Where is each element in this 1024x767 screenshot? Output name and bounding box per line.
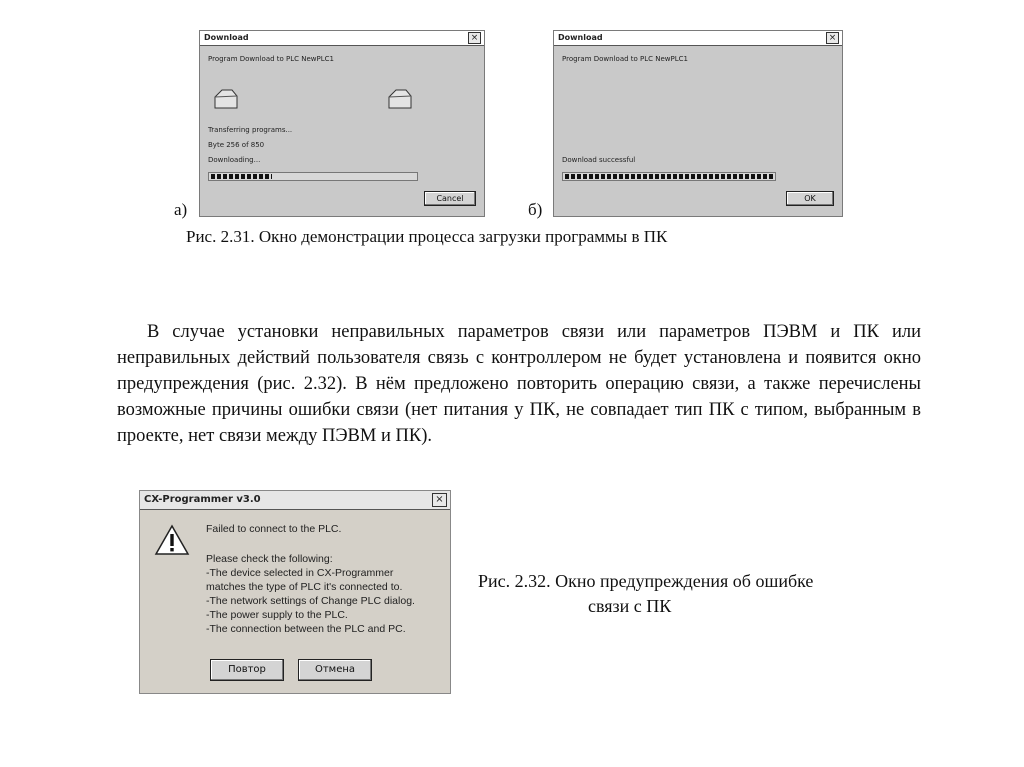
dialog-b-titlebar bbox=[554, 31, 842, 46]
cx-message-line-7: -The connection between the PLC and PC. bbox=[206, 623, 406, 635]
label-a: а) bbox=[174, 200, 188, 219]
close-icon[interactable]: × bbox=[468, 32, 481, 44]
dialog-a-status-bytes: Byte 256 of 850 bbox=[208, 141, 265, 149]
cx-dialog-titlebar bbox=[140, 491, 450, 510]
cx-message-line-2: Please check the following: bbox=[206, 553, 333, 565]
cx-message-line-6: -The power supply to the PLC. bbox=[206, 609, 348, 621]
cancel-button-label: Отмена bbox=[314, 664, 356, 675]
dialog-a-title: Download bbox=[204, 33, 249, 42]
cx-message-line-4: matches the type of PLC it's connected to. bbox=[206, 581, 403, 593]
cx-message-line-1: Failed to connect to the PLC. bbox=[206, 523, 342, 535]
dialog-b-progress-fill bbox=[565, 174, 773, 179]
figure-232-caption-line-2: связи с ПК bbox=[588, 596, 672, 616]
retry-button-label: Повтор bbox=[228, 664, 266, 675]
dialog-a-titlebar bbox=[200, 31, 484, 46]
label-b: б) bbox=[528, 200, 543, 219]
cancel-button[interactable] bbox=[424, 191, 476, 206]
cx-dialog-title: CX-Programmer v3.0 bbox=[144, 494, 261, 505]
dialog-b-title: Download bbox=[558, 33, 603, 42]
dialog-a-progress-fill bbox=[211, 174, 272, 179]
source-folder-icon bbox=[212, 87, 240, 111]
ok-button-label: OK bbox=[804, 194, 816, 203]
figure-232-caption-line-1: Рис. 2.32. Окно предупреждения об ошибке bbox=[478, 571, 814, 591]
download-dialog-b bbox=[553, 30, 843, 217]
dialog-b-progress-bar bbox=[562, 172, 776, 181]
dialog-a-progress-bar bbox=[208, 172, 418, 181]
retry-button[interactable] bbox=[210, 659, 284, 681]
dialog-b-status: Download successful bbox=[562, 156, 636, 164]
dialog-a-status-transfer: Transferring programs... bbox=[208, 126, 293, 134]
dialog-a-message: Program Download to PLC NewPLC1 bbox=[208, 55, 334, 63]
cx-programmer-warning-dialog bbox=[139, 490, 451, 694]
body-paragraph-text: В случае установки неправильных параметров связи или параметров ПЭВМ и ПК или неправильных действий пользователя связь с контроллером не будет установлена и появится окно предупреждения (рис. 2.32). В нём предложено повторить операцию связи, а также перечислены возможные причины ошибки связи (нет питания у ПК, не совпадает тип ПК с типом, выбранным в проекте, нет связи между ПЭВМ и ПК). bbox=[117, 322, 921, 446]
figure-231-caption: Рис. 2.31. Окно демонстрации процесса загрузки программы в ПК bbox=[186, 227, 668, 246]
cx-message-line-3: -The device selected in CX-Programmer bbox=[206, 567, 394, 579]
target-folder-icon bbox=[386, 87, 414, 111]
close-icon[interactable]: × bbox=[432, 493, 447, 507]
body-paragraph bbox=[117, 319, 921, 449]
dialog-b-message: Program Download to PLC NewPLC1 bbox=[562, 55, 688, 63]
ok-button[interactable] bbox=[786, 191, 834, 206]
cancel-button[interactable] bbox=[298, 659, 372, 681]
download-dialog-a bbox=[199, 30, 485, 217]
warning-icon bbox=[154, 523, 190, 557]
dialog-a-status-downloading: Downloading... bbox=[208, 156, 261, 164]
close-icon[interactable]: × bbox=[826, 32, 839, 44]
cancel-button-label: Cancel bbox=[436, 194, 464, 203]
cx-message-line-5: -The network settings of Change PLC dialog. bbox=[206, 595, 415, 607]
